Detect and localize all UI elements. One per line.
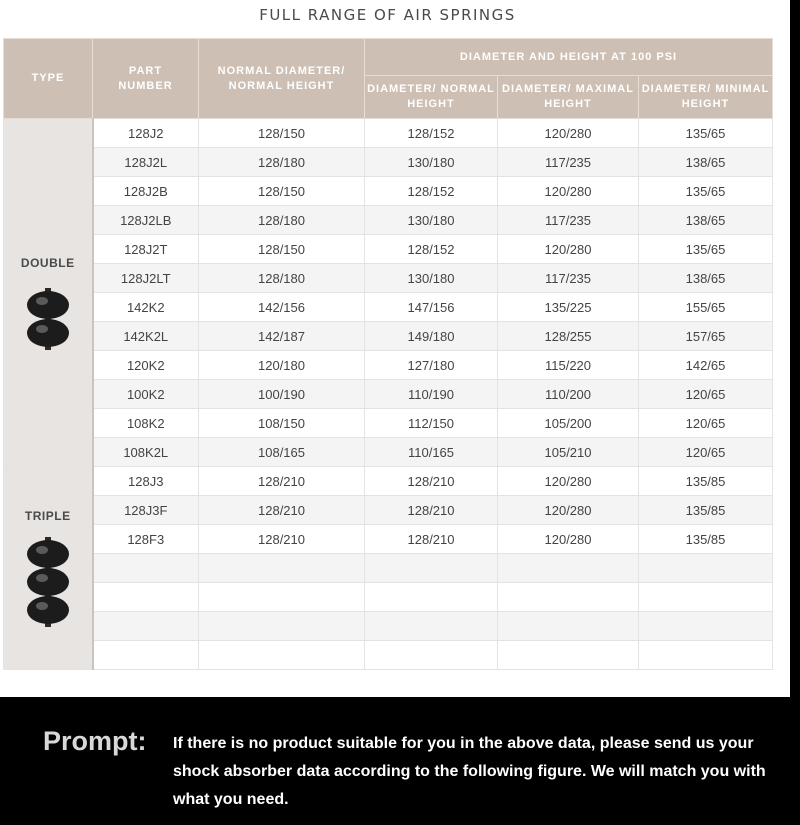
table-row [4,351,773,380]
header-part-number: PART NUMBER [93,39,199,119]
type-label-double: DOUBLE [20,256,75,270]
table-row [4,206,773,235]
header-type: TYPE [4,39,93,119]
dimension-cell: 128/210 [365,496,498,525]
table-row [4,438,773,467]
table-row [4,293,773,322]
dimension-cell: 105/200 [498,409,639,438]
dimension-cell: 128/255 [498,322,639,351]
dimension-cell: 128/180 [199,206,365,235]
triple-bellows-icon [4,537,92,627]
dimension-cell [639,554,773,583]
part-number-cell [93,583,199,612]
header-diameter-minimal-height: DIAMETER/ MINIMAL HEIGHT [639,76,773,119]
part-number-cell: 100K2 [93,380,199,409]
table-row [4,583,773,612]
dimension-cell [199,612,365,641]
dimension-cell: 120/280 [498,119,639,148]
part-number-cell: 128J3F [93,496,199,525]
dimension-cell: 130/180 [365,264,498,293]
dimension-cell [365,554,498,583]
dimension-cell: 155/65 [639,293,773,322]
dimension-cell [199,583,365,612]
table-row [4,641,773,670]
dimension-cell: 128/210 [199,496,365,525]
dimension-cell [639,583,773,612]
dimension-cell [639,641,773,670]
air-springs-table [3,38,773,670]
dimension-cell [365,612,498,641]
dimension-cell: 142/156 [199,293,365,322]
type-label-triple: TRIPLE [24,509,71,523]
part-number-cell: 128J2L [93,148,199,177]
dimension-cell [498,583,639,612]
dimension-cell: 128/152 [365,119,498,148]
dimension-cell: 108/150 [199,409,365,438]
dimension-cell: 105/210 [498,438,639,467]
header-diameter-normal-height: DIAMETER/ NORMAL HEIGHT [365,76,498,119]
dimension-cell: 128/152 [365,177,498,206]
part-number-cell: 128J2LT [93,264,199,293]
table-row [4,612,773,641]
dimension-cell: 138/65 [639,148,773,177]
dimension-cell: 138/65 [639,264,773,293]
header-diameter-height-100psi: DIAMETER AND HEIGHT AT 100 PSI [365,39,773,76]
double-bellows-icon [4,288,92,350]
part-number-cell [93,612,199,641]
prompt-label: Prompt: [43,726,147,756]
table-row [4,322,773,351]
dimension-cell [498,612,639,641]
table-title: FULL RANGE OF AIR SPRINGS [259,6,516,24]
dimension-cell: 120/280 [498,235,639,264]
dimension-cell: 110/165 [365,438,498,467]
dimension-cell: 128/210 [365,467,498,496]
dimension-cell: 110/190 [365,380,498,409]
table-row [4,525,773,554]
dimension-cell: 128/150 [199,177,365,206]
part-number-cell: 120K2 [93,351,199,380]
dimension-cell: 108/165 [199,438,365,467]
table-row [4,235,773,264]
dimension-cell: 135/65 [639,235,773,264]
table-row [4,467,773,496]
dimension-cell: 128/210 [199,525,365,554]
part-number-cell: 108K2 [93,409,199,438]
table-row [4,148,773,177]
dimension-cell: 135/225 [498,293,639,322]
dimension-cell: 128/180 [199,264,365,293]
dimension-cell [498,554,639,583]
part-number-cell: 142K2L [93,322,199,351]
table-body [4,119,773,670]
dimension-cell: 135/85 [639,496,773,525]
part-number-cell: 128J2B [93,177,199,206]
dimension-cell: 120/280 [498,496,639,525]
prompt-text: If there is no product suitable for you in the above data, please send us your shock absorber data according to the following figure. We will match you with what you need. [173,735,766,808]
dimension-cell: 135/85 [639,525,773,554]
part-number-cell [93,554,199,583]
dimension-cell: 120/280 [498,467,639,496]
dimension-cell: 130/180 [365,206,498,235]
part-number-cell: 128J2 [93,119,199,148]
table-row [4,177,773,206]
part-number-cell: 142K2 [93,293,199,322]
dimension-cell: 120/65 [639,380,773,409]
dimension-cell: 128/210 [199,467,365,496]
header-diameter-maximal-height: DIAMETER/ MAXIMAL HEIGHT [498,76,639,119]
part-number-cell: 128J2T [93,235,199,264]
dimension-cell [199,641,365,670]
dimension-cell: 120/280 [498,525,639,554]
dimension-cell: 117/235 [498,148,639,177]
dimension-cell: 112/150 [365,409,498,438]
part-number-cell: 108K2L [93,438,199,467]
dimension-cell: 147/156 [365,293,498,322]
dimension-cell: 149/180 [365,322,498,351]
dimension-cell: 100/190 [199,380,365,409]
part-number-cell: 128J3 [93,467,199,496]
table-row [4,409,773,438]
dimension-cell: 120/65 [639,438,773,467]
table-row [4,264,773,293]
dimension-cell: 135/65 [639,119,773,148]
dimension-cell: 128/150 [199,119,365,148]
header-normal-diameter-height: NORMAL DIAMETER/ NORMAL HEIGHT [199,39,365,119]
dimension-cell [365,641,498,670]
table-row [4,119,773,148]
dimension-cell: 135/65 [639,177,773,206]
dimension-cell: 142/65 [639,351,773,380]
dimension-cell: 120/180 [199,351,365,380]
dimension-cell [498,641,639,670]
dimension-cell: 117/235 [498,264,639,293]
dimension-cell [199,554,365,583]
dimension-cell: 120/280 [498,177,639,206]
dimension-cell: 157/65 [639,322,773,351]
dimension-cell: 135/85 [639,467,773,496]
dimension-cell: 128/152 [365,235,498,264]
dimension-cell: 127/180 [365,351,498,380]
table-row [4,496,773,525]
dimension-cell: 138/65 [639,206,773,235]
dimension-cell: 128/180 [199,148,365,177]
dimension-cell: 120/65 [639,409,773,438]
dimension-cell: 128/150 [199,235,365,264]
type-double-cell [4,119,93,467]
dimension-cell: 115/220 [498,351,639,380]
dimension-cell: 110/200 [498,380,639,409]
table-row [4,554,773,583]
dimension-cell [365,583,498,612]
dimension-cell: 130/180 [365,148,498,177]
dimension-cell: 117/235 [498,206,639,235]
dimension-cell [639,612,773,641]
part-number-cell: 128F3 [93,525,199,554]
part-number-cell: 128J2LB [93,206,199,235]
dimension-cell: 142/187 [199,322,365,351]
part-number-cell [93,641,199,670]
type-triple-cell [4,467,93,670]
dimension-cell: 128/210 [365,525,498,554]
table-row [4,380,773,409]
